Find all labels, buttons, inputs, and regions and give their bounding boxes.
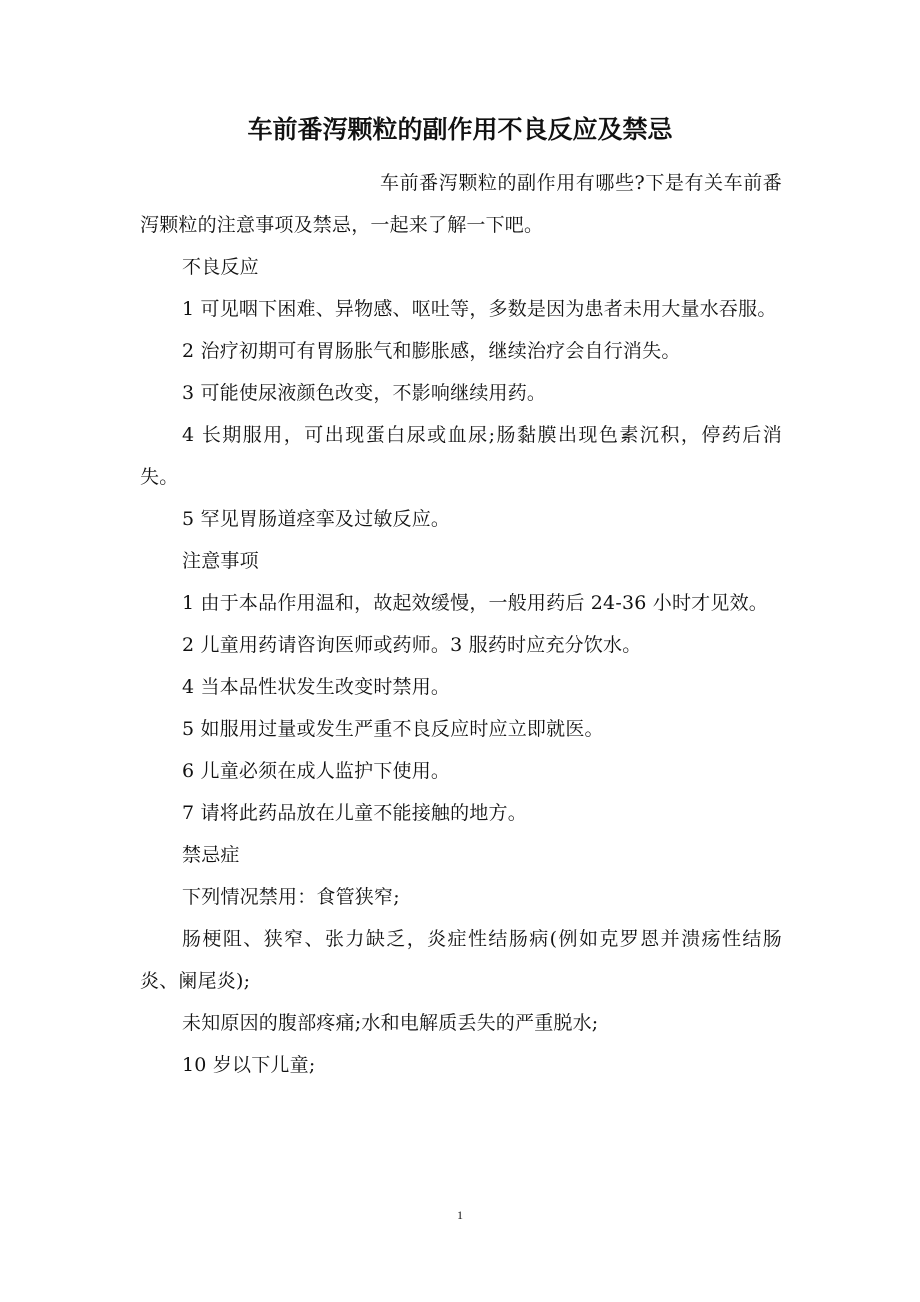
paragraph: 下列情况禁用：食管狭窄; xyxy=(182,886,400,908)
paragraph: 5 罕见胃肠道痉挛及过敏反应。 xyxy=(182,508,451,530)
paragraph: 6 儿童必须在成人监护下使用。 xyxy=(182,760,451,782)
page-number: 1 xyxy=(457,1208,463,1222)
paragraph: 2 儿童用药请咨询医师或药师。3 服药时应充分饮水。 xyxy=(182,634,642,656)
paragraph: 3 可能使尿液颜色改变，不影响继续用药。 xyxy=(182,382,547,404)
section-heading-precautions: 注意事项 xyxy=(182,550,259,572)
section-heading-contraindications: 禁忌症 xyxy=(182,844,240,866)
paragraph: 10 岁以下儿童; xyxy=(182,1054,316,1076)
paragraph: 肠梗阻、狭窄、张力缺乏，炎症性结肠病(例如克罗恩并溃疡性结肠炎、阑尾炎); xyxy=(140,928,782,992)
document-title: 车前番泻颗粒的副作用不良反应及禁忌 xyxy=(247,115,673,144)
section-heading-adverse-reactions: 不良反应 xyxy=(182,256,259,278)
paragraph: 4 长期服用，可出现蛋白尿或血尿;肠黏膜出现色素沉积，停药后消失。 xyxy=(140,424,782,488)
document-body xyxy=(140,162,782,1086)
paragraph: 1 由于本品作用温和，故起效缓慢，一般用药后 24-36 小时才见效。 xyxy=(182,592,768,614)
paragraph: 5 如服用过量或发生严重不良反应时应立即就医。 xyxy=(182,718,604,740)
paragraph: 2 治疗初期可有胃肠胀气和膨胀感，继续治疗会自行消失。 xyxy=(182,340,681,362)
paragraph: 4 当本品性状发生改变时禁用。 xyxy=(182,676,451,698)
intro-paragraph: 车前番泻颗粒的副作用有哪些?下是有关车前番泻颗粒的注意事项及禁忌，一起来了解一下吧。 xyxy=(140,172,782,236)
paragraph: 未知原因的腹部疼痛;水和电解质丢失的严重脱水; xyxy=(182,1012,599,1034)
paragraph: 7 请将此药品放在儿童不能接触的地方。 xyxy=(182,802,527,824)
paragraph: 1 可见咽下困难、异物感、呕吐等，多数是因为患者未用大量水吞服。 xyxy=(182,298,777,320)
